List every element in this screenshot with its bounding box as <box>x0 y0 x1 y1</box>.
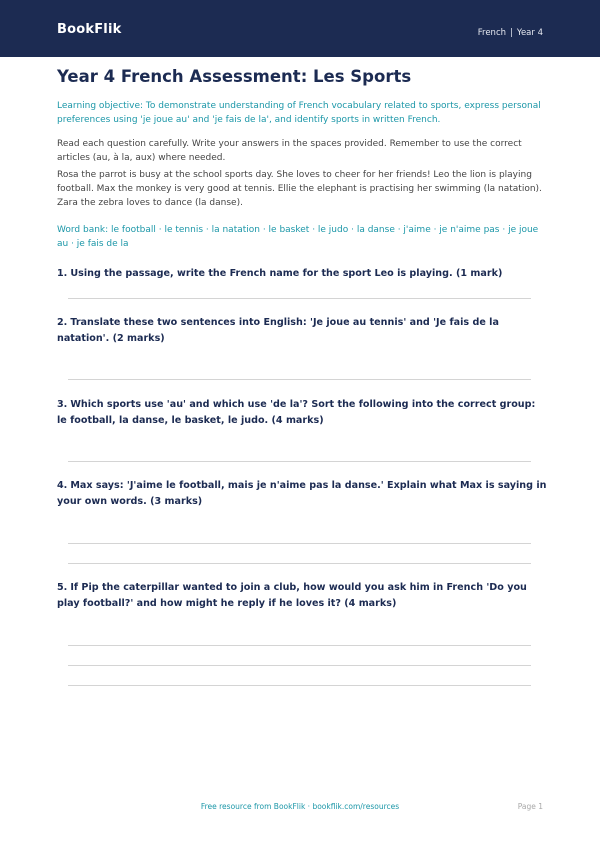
answer-line[interactable] <box>68 379 531 380</box>
question-4 <box>57 478 547 510</box>
answer-line[interactable] <box>68 543 531 544</box>
footer-resource-link[interactable]: Free resource from BookFlik · bookflik.com/resources <box>200 802 400 811</box>
answer-line[interactable] <box>68 645 531 646</box>
question-text: Which sports use 'au' and which use 'de la'? Sort the following into the correct group: le football, la danse, le basket, le judo. (4 marks) <box>57 399 536 426</box>
answer-line[interactable] <box>68 461 531 462</box>
answer-line[interactable] <box>68 665 531 666</box>
page-title: Year 4 French Assessment: Les Sports <box>57 67 412 86</box>
question-5 <box>57 580 547 612</box>
question-1 <box>57 266 547 282</box>
answer-line[interactable] <box>68 298 531 299</box>
answer-line[interactable] <box>68 685 531 686</box>
page-number: Page 1 <box>517 802 543 811</box>
header-meta <box>478 27 543 39</box>
word-bank: Word bank: le football · le tennis · la natation · le basket · le judo · la danse · j'aime · je n'aime pas · je joue au · je fais de la <box>57 225 539 249</box>
question-number: 2. <box>57 317 68 328</box>
year-label: Year 4 <box>516 28 543 38</box>
question-text: Translate these two sentences into English: 'Je joue au tennis' and 'Je fais de la natation'. (2 marks) <box>57 317 499 344</box>
question-number: 1. <box>57 268 68 279</box>
subject-label: French <box>477 28 507 38</box>
reading-passage: Rosa the parrot is busy at the school sports day. She loves to cheer for her friends! Leo the lion is playing football. Max the monkey is very good at tennis. Ellie the elephant is practising her swimming (la natation). Zara the zebra loves to dance (la danse). <box>57 170 542 208</box>
brand-logo: BookFlik <box>57 22 122 37</box>
page-header <box>0 0 600 57</box>
question-number: 4. <box>57 480 68 491</box>
header-separator: | <box>510 28 513 38</box>
question-3 <box>57 397 547 429</box>
question-text: If Pip the caterpillar wanted to join a club, how would you ask him in French 'Do you play football?' and how might he reply if he loves it? (4 marks) <box>57 582 527 609</box>
instructions: Read each question carefully. Write your answers in the spaces provided. Remember to use the correct articles (au, à la, aux) where needed. <box>57 139 522 163</box>
question-number: 5. <box>57 582 68 593</box>
learning-objective: Learning objective: To demonstrate understanding of French vocabulary related to sports, express personal preferences using 'je joue au' and 'je fais de la', and identify sports in written French. <box>57 101 541 125</box>
question-number: 3. <box>57 399 68 410</box>
question-text: Using the passage, write the French name for the sport Leo is playing. (1 mark) <box>70 268 503 279</box>
question-text: Max says: 'J'aime le football, mais je n'aime pas la danse.' Explain what Max is saying in your own words. (3 marks) <box>57 480 547 507</box>
answer-line[interactable] <box>68 563 531 564</box>
question-2 <box>57 315 547 347</box>
